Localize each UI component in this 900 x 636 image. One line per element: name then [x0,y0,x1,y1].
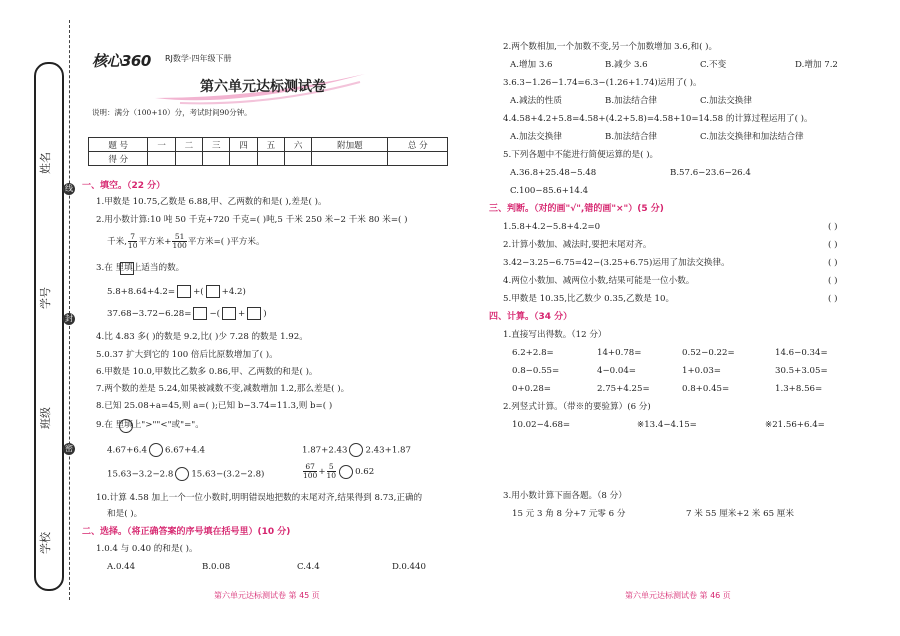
choice-3-option-c[interactable]: C.加法交换律 [700,96,752,106]
score-header-cell: 二 [175,138,202,152]
judge-5: 5.甲数是 10.35,比乙数少 0.35,乙数是 10。 [503,294,675,304]
choice-5-option-a[interactable]: A.36.8+25.48−5.48 [510,168,597,178]
student-id-label: 学号 [39,287,52,309]
answer-circle[interactable] [349,443,363,457]
subject-label: RJ数学·四年级下册 [165,54,232,63]
choice-4: 4.4.58+4.2+5.8=4.58+(4.2+5.8)=4.58+10=14.58 的计算过程运用了( )。 [503,114,813,124]
section-judge: 三、判断。（对的画"√",错的画"×"）(5 分) [489,204,664,214]
fraction: $\frac{5}{10}$ [326,462,337,480]
calc-item: 0+0.28= [512,384,552,394]
calc-2-title: 2.列竖式计算。（带※的要验算）(6 分) [503,402,651,412]
score-table [88,137,448,166]
compare-c: 15.63−3.2−2.8 15.63−(3.2−2.8) [107,467,264,482]
score-header-cell: 三 [203,138,230,152]
section-fill-blank: 一、填空。（22 分） [82,181,166,191]
question-10a: 10.计算 4.58 加上一个一位小数时,明明错误地把数的末尾对齐,结果得到 8.73,正确的 [96,493,423,503]
calc-item: 14.6−0.34= [775,348,828,358]
choice-4-option-b[interactable]: B.加法结合律 [605,132,658,142]
score-entry[interactable] [312,152,388,166]
vertical-calc-item: 10.02−4.68= [512,420,571,430]
choice-2-option-b[interactable]: B.减少 3.6 [605,60,648,70]
score-entry[interactable] [175,152,202,166]
question-3: 3.在 里填上适当的数。 [96,263,185,273]
word-calc-item: 7 米 55 厘米+2 米 65 厘米 [686,509,794,519]
calc-item: 0.8−0.55= [512,366,560,376]
choice-2-option-c[interactable]: C.不变 [700,60,727,70]
judge-answer-4[interactable]: ( ) [828,276,838,286]
score-header-cell: 六 [285,138,312,152]
score-entry[interactable] [203,152,230,166]
calc-item: 14+0.78= [597,348,642,358]
choice-1-option-b[interactable]: B.0.08 [202,562,231,572]
fraction: $\frac{51}{100}$ [172,232,187,250]
compare-b: 1.87+2.43 2.43+1.87 [302,443,411,458]
fraction: $\frac{7}{10}$ [127,232,138,250]
vertical-calc-item: ※13.4−4.15= [637,420,697,430]
calc-item: 0.52−0.22= [682,348,735,358]
binding-strip [34,62,64,591]
answer-box[interactable] [247,307,261,320]
choice-5-option-c[interactable]: C.100−85.6+14.4 [510,186,589,196]
answer-box[interactable] [222,307,236,320]
right-page-footer: 第六单元达标测试卷 第 46 页 [625,591,731,600]
exam-note: 说明：满分（100+10）分，考试时间90分钟。 [92,108,252,117]
compare-a: 4.67+6.4 6.67+4.4 [107,443,205,458]
calc-item: 30.5+3.05= [775,366,828,376]
score-entry[interactable] [257,152,284,166]
answer-box[interactable] [120,262,134,275]
calc-item: 1+0.03= [682,366,722,376]
choice-2-option-d[interactable]: D.增加 7.2 [795,60,838,70]
section-calculate: 四、计算。（34 分） [489,312,573,322]
choice-1-option-a[interactable]: A.0.44 [107,562,136,572]
calc-item: 2.75+4.25= [597,384,650,394]
answer-circle[interactable] [339,465,353,479]
answer-box[interactable] [177,285,191,298]
judge-answer-5[interactable]: ( ) [828,294,838,304]
page-title: 第六单元达标测试卷 [200,79,326,95]
choice-1-option-d[interactable]: D.0.440 [392,562,426,572]
question-4: 4.比 4.83 多( )的数是 9.2,比( )少 7.28 的数是 1.92。 [96,332,308,342]
judge-3: 3.42−3.25−6.75=42−(3.25+6.75)运用了加法交换律。 [503,258,730,268]
score-header-cell: 题 号 [89,138,148,152]
answer-box[interactable] [193,307,207,320]
section-choice: 二、选择。（将正确答案的序号填在括号里）(10 分) [82,527,291,537]
choice-2: 2.两个数相加,一个加数不变,另一个加数增加 3.6,和( )。 [503,42,718,52]
judge-1: 1.5.8+4.2−5.8+4.2=0 [503,222,601,232]
vertical-calc-item: ※21.56+6.4= [765,420,825,430]
question-6: 6.甲数是 10.0,甲数比乙数多 0.86,甲、乙两数的和是( )。 [96,367,318,377]
score-entry[interactable] [230,152,257,166]
left-page-footer: 第六单元达标测试卷 第 45 页 [214,591,320,600]
choice-3-option-b[interactable]: B.加法结合律 [605,96,658,106]
seal-seal-mark: 封 [65,314,73,323]
name-label: 姓名 [39,152,52,174]
judge-answer-1[interactable]: ( ) [828,222,838,232]
judge-4: 4.两位小数加、减两位小数,结果可能是一位小数。 [503,276,695,286]
score-row-label: 得 分 [89,152,148,166]
brand-logo: 核心360 [92,52,151,70]
choice-3-option-a[interactable]: A.减法的性质 [510,96,562,106]
question-9: 9.在 里填上">""<"或"="。 [96,420,204,430]
choice-5: 5.下列各题中不能进行简便运算的是( )。 [503,150,659,160]
score-header-cell: 总 分 [388,138,448,152]
question-7: 7.两个数的差是 5.24,如果被减数不变,减数增加 1.2,那么差是( )。 [96,384,350,394]
score-header-cell: 四 [230,138,257,152]
school-label: 学校 [39,532,52,554]
binding-dashed-line [69,20,70,600]
answer-circle[interactable] [175,467,189,481]
question-3a: 5.8+8.64+4.2= +( +4.2) [107,287,246,297]
question-1: 1.甲数是 10.75,乙数是 6.88,甲、乙两数的和是( ),差是( )。 [96,197,327,207]
calc-item: 1.3+8.56= [775,384,823,394]
choice-1: 1.0.4 与 0.40 的和是( )。 [96,544,198,554]
score-header-cell: 一 [148,138,175,152]
fraction: $\frac{67}{100}$ [303,462,318,480]
compare-d: $\frac{67}{100}$ + $\frac{5}{10}$ 0.62 [303,462,375,480]
choice-3: 3.6.3−1.26−1.74=6.3−(1.26+1.74)运用了( )。 [503,78,702,88]
question-8: 8.已知 25.08+a=45,则 a=( );已知 b−3.74=11.3,则 b=( ) [96,401,333,411]
answer-circle[interactable] [119,419,133,433]
question-10b: 和是( )。 [107,509,143,519]
choice-4-option-a[interactable]: A.加法交换律 [510,132,562,142]
calc-item: 4−0.04= [597,366,637,376]
question-2b: 千米, $\frac{7}{10}$ 平方米+ $\frac{51}{100}$ 平方米=( )平方米。 [107,232,265,250]
score-entry[interactable] [388,152,448,166]
choice-1-option-c[interactable]: C.4.4 [297,562,320,572]
word-calc-item: 15 元 3 角 8 分+7 元零 6 分 [512,509,626,519]
question-2a: 2.用小数计算:10 吨 50 千克+720 千克=( )吨,5 千米 250 米−2 千米 80 米=( ) [96,215,408,225]
answer-box[interactable] [206,285,220,298]
calc-1-title: 1.直接写出得数。（12 分） [503,330,607,340]
score-header-cell: 附加题 [312,138,388,152]
answer-circle[interactable] [149,443,163,457]
score-entry[interactable] [148,152,175,166]
judge-2: 2.计算小数加、减法时,要把末尾对齐。 [503,240,652,250]
calc-3-title: 3.用小数计算下面各题。（8 分） [503,491,627,501]
question-3b: 37.68−3.72−6.28= −( + ) [107,309,267,319]
choice-4-option-c[interactable]: C.加法交换律和加法结合律 [700,132,804,142]
class-label: 班级 [39,407,52,429]
score-entry[interactable] [285,152,312,166]
choice-5-option-b[interactable]: B.57.6−23.6−26.4 [670,168,751,178]
calc-item: 6.2+2.8= [512,348,554,358]
choice-2-option-a[interactable]: A.增加 3.6 [510,60,553,70]
judge-answer-2[interactable]: ( ) [828,240,838,250]
question-5: 5.0.37 扩大到它的 100 倍后比原数增加了( )。 [96,350,278,360]
judge-answer-3[interactable]: ( ) [828,258,838,268]
seal-mi-mark: 密 [65,444,73,453]
calc-item: 0.8+0.45= [682,384,730,394]
seal-line-mark: 线 [65,184,73,193]
score-header-cell: 五 [257,138,284,152]
